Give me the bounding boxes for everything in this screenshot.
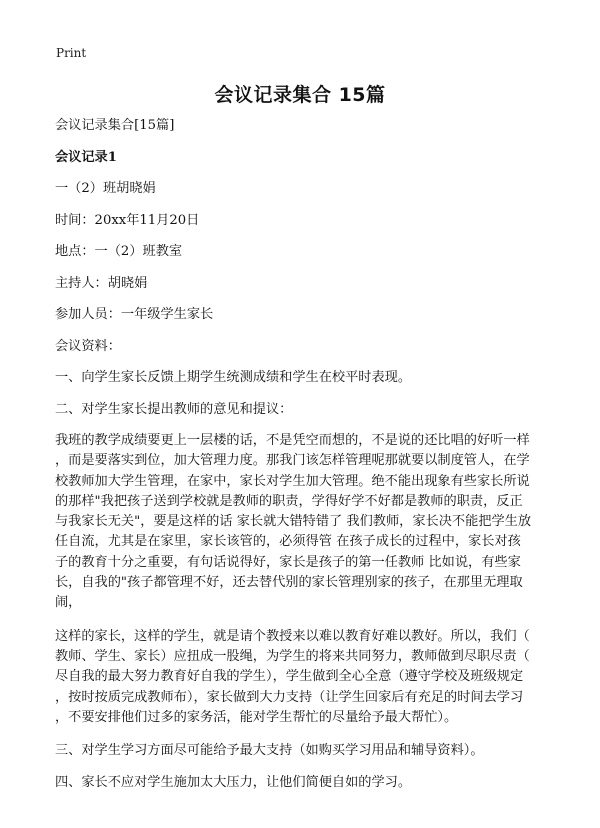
section-heading: 会议记录1 [55, 149, 117, 165]
agenda-item-4: 四、家长不应对学生施加太大压力，让他们简便自如的学习。 [55, 774, 412, 790]
paragraph-line: 与我家长无关"，要是这样的话 家长就大错特错了 我们教师，家长决不能把学生放 [55, 514, 532, 530]
paragraph-line: ，按时按质完成教师布），家长做到大力支持（让学生回家后有充足的时间去学习 [55, 689, 524, 705]
paragraph-line: 我班的教学成绩要更上一层楼的话，不是凭空而想的，不是说的还比唱的好听一样 [55, 433, 530, 448]
paragraph-line: 任自流，尤其是在家里，家长该管的，必须得管 在孩子成长的过程中，家长对孩 [55, 534, 521, 550]
paragraph-line: 校教师加大学生管理，在家中，家长对学生加大管理。绝不能出现象有些家长所说 [55, 473, 530, 489]
meeting-place: 地点：一（2）班教室 [55, 244, 183, 259]
agenda-item-3: 三、对学生学习方面尽可能给予最大支持（如购买学习用品和辅导资料）。 [55, 743, 484, 759]
class-teacher-line: 一（2）班胡晓娟 [55, 181, 156, 196]
print-link[interactable]: Print [56, 46, 87, 60]
paragraph-line: 长，自我的"孩子都管理不好，还去替代别的家长管理别家的孩子，在那里无理取 [55, 575, 523, 591]
agenda-item-1: 一、向学生家长反馈上期学生统测成绩和学生在校平时表现。 [55, 370, 412, 385]
meeting-time: 时间：20xx年11月20日 [55, 212, 200, 228]
meeting-attendees: 参加人员：一年级学生家长 [55, 307, 214, 322]
paragraph-line: 子的教育十分之重要，有句话说得好，家长是孩子的第一任教师 比如说，有些家 [55, 554, 521, 570]
paragraph-line: 教师、学生、家长）应扭成一股绳，为学生的将来共同努力，教师做到尽职尽责（ [55, 648, 530, 664]
paragraph-line: 闹， [55, 595, 82, 611]
document-body [55, 116, 549, 804]
paragraph-line: 这样的家长，这样的学生，就是请个教授来以难以教育好难以教好。所以，我们（ [55, 628, 530, 644]
document-subtitle: 会议记录集合[15篇] [55, 118, 175, 133]
paragraph-line: 尽自我的最大努力教育好自我的学生），学生做到全心全意（遵守学校及班级规定 [55, 669, 524, 685]
paragraph-block-1 [55, 431, 549, 614]
paragraph-line: ，而是要落实到位，加大管理力度。那我门该怎样管理呢那就要以制度管人，在学 [55, 453, 530, 469]
agenda-item-2: 二、对学生家长提出教师的意见和提议： [55, 401, 293, 417]
paragraph-line: 的那样"我把孩子送到学校就是教师的职责，学得好学不好都是教师的职责，反正 [55, 493, 523, 509]
paragraph-block-2 [55, 627, 549, 728]
meeting-host: 主持人：胡晓娟 [55, 275, 148, 291]
paragraph-line: ，不要安排他们过多的家务活，能对学生帮忙的尽量给予最大帮忙）。 [55, 709, 458, 725]
page-title: 会议记录集合 15篇 [214, 84, 386, 106]
materials-label: 会议资料： [55, 338, 121, 354]
